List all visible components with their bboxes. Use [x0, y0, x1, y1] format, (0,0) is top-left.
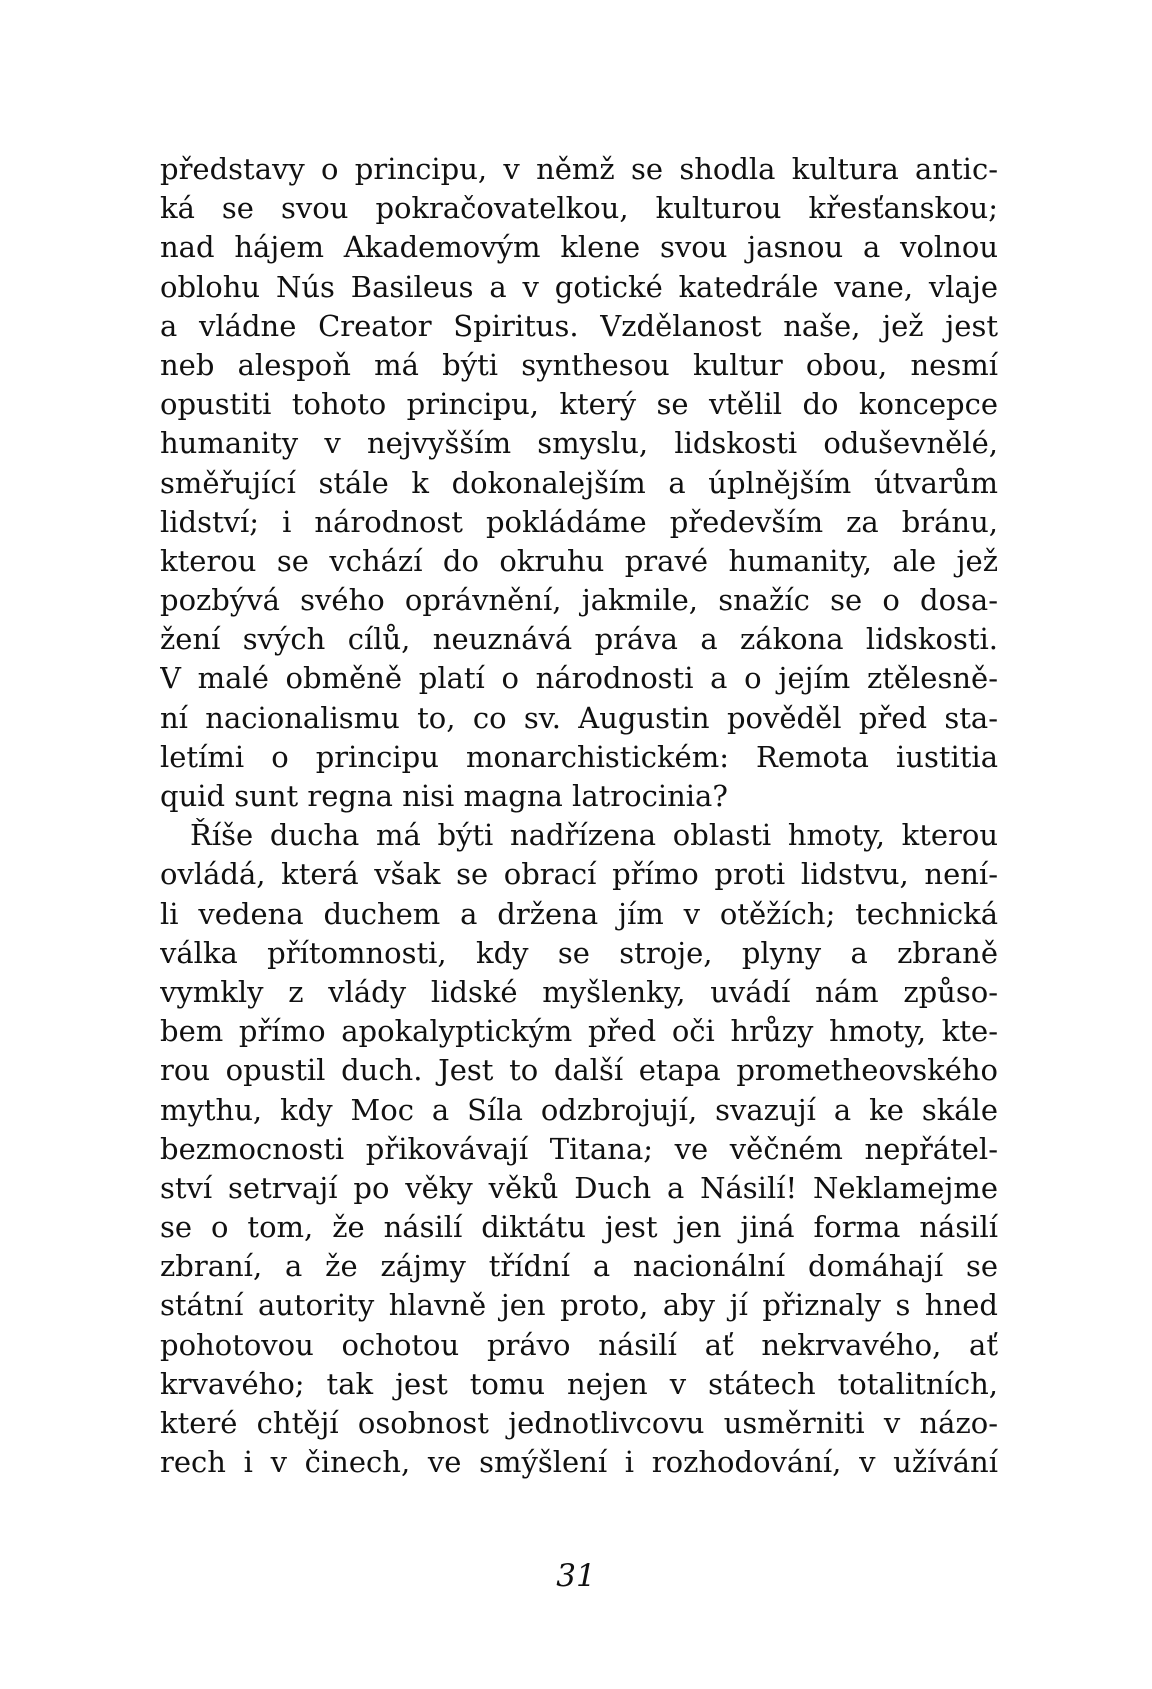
text-line-13: žení svých cílů, neuznává práva a zákona lidskosti.: [160, 622, 998, 657]
text-line-24: rou opustil duch. Jest to další etapa prometheovského: [160, 1053, 998, 1088]
text-line-19: ovládá, která však se obrací přímo proti lidstvu, není-: [160, 857, 998, 892]
text-line-12: pozbývá svého oprávnění, jakmile, snažíc se o dosa-: [160, 583, 998, 618]
text-line-07: opustiti tohoto principu, který se vtělil do koncepce: [160, 387, 998, 422]
text-line-18: Říše ducha má býti nadřízena oblasti hmoty, kterou: [190, 818, 998, 853]
text-line-01: představy o principu, v němž se shodla kultura antic-: [160, 152, 998, 186]
text-line-05: a vládne Creator Spiritus. Vzdělanost naše, jež jest: [160, 308, 998, 343]
text-line-09: směřující stále k dokonalejším a úplnějším útvarům: [160, 465, 998, 500]
text-line-25: mythu, kdy Moc a Síla odzbrojují, svazují a ke skále: [160, 1092, 998, 1127]
text-line-02: ká se svou pokračovatelkou, kulturou křesťanskou;: [160, 191, 998, 226]
text-line-21: válka přítomnosti, kdy se stroje, plyny a zbraně: [160, 935, 998, 970]
text-line-17: quid sunt regna nisi magna latrocinia?: [160, 779, 728, 813]
text-line-14: V malé obměně platí o národnosti a o jejím ztělesně-: [160, 661, 998, 696]
text-line-31: pohotovou ochotou právo násilí ať nekrvavého, ať: [160, 1327, 998, 1362]
text-line-23: bem přímo apokalyptickým před oči hrůzy hmoty, kte-: [160, 1014, 998, 1049]
text-line-34: rech i v činech, ve smýšlení i rozhodování, v užívání: [160, 1445, 998, 1480]
text-line-32: krvavého; tak jest tomu nejen v státech totalitních,: [160, 1366, 998, 1401]
text-line-27: ství setrvají po věky věků Duch a Násilí! Neklamejme: [160, 1170, 998, 1205]
text-line-04: oblohu Nús Basileus a v gotické katedrále vane, vlaje: [160, 269, 998, 304]
text-line-10: lidství; i národnost pokládáme především za bránu,: [160, 504, 998, 539]
text-line-06: neb alespoň má býti synthesou kultur obou, nesmí: [160, 347, 998, 382]
text-line-30: státní autority hlavně jen proto, aby jí přiznaly s hned: [160, 1288, 998, 1323]
text-line-29: zbraní, a že zájmy třídní a nacionální domáhají se: [160, 1249, 998, 1284]
body-text: [160, 150, 998, 1482]
text-line-15: ní nacionalismu to, co sv. Augustin pověděl před sta-: [160, 700, 998, 735]
text-line-11: kterou se vchází do okruhu pravé humanity, ale jež: [160, 543, 998, 578]
text-line-33: které chtějí osobnost jednotlivcovu usměrniti v názo-: [160, 1406, 998, 1440]
text-line-16: letími o principu monarchistickém: Remota iustitia: [160, 739, 998, 774]
page-number: 31: [556, 1558, 596, 1594]
text-line-03: nad hájem Akademovým klene svou jasnou a volnou: [160, 230, 998, 265]
text-line-08: humanity v nejvyšším smyslu, lidskosti oduševnělé,: [160, 426, 998, 461]
text-line-20: li vedena duchem a držena jím v otěžích; technická: [160, 896, 998, 931]
text-line-22: vymkly z vlády lidské myšlenky, uvádí nám způso-: [160, 974, 998, 1009]
text-line-28: se o tom, že násilí diktátu jest jen jiná forma násilí: [160, 1210, 998, 1245]
text-line-26: bezmocnosti přikovávají Titana; ve věčném nepřátel-: [160, 1131, 998, 1166]
